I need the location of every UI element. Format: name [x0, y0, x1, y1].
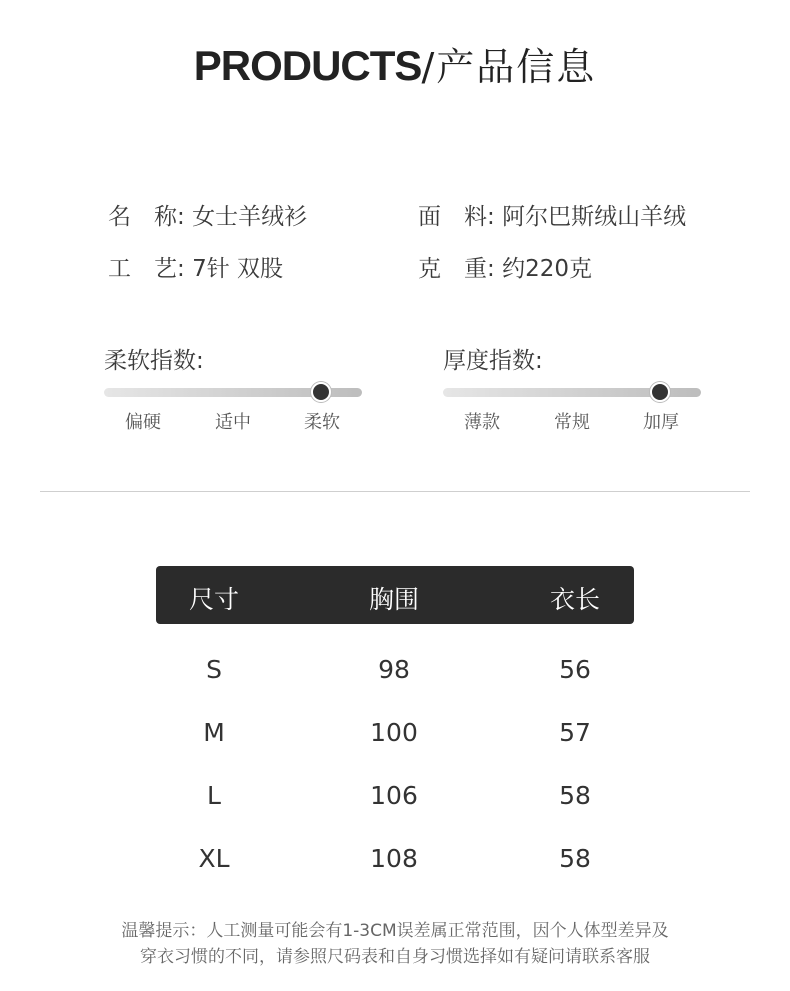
table-cell: L [207, 781, 221, 810]
spec-name-label: 名 称: [108, 204, 185, 230]
softness-tick-medium: 适中 [215, 412, 251, 433]
table-cell: 57 [559, 718, 591, 747]
spec-weight-value: 约220克 [502, 256, 592, 282]
softness-index-knob [311, 382, 331, 402]
table-cell: 108 [370, 844, 418, 873]
spec-fabric-value: 阿尔巴斯绒山羊绒 [502, 204, 687, 230]
page-title-cn: /产品信息 [421, 45, 597, 89]
thickness-tick-thin: 薄款 [464, 412, 500, 433]
page-title [0, 36, 790, 91]
spec-weight-label: 克 重: [418, 256, 495, 282]
header-chest: 胸围 [368, 585, 420, 614]
header-size: 尺寸 [188, 585, 240, 614]
size-table-header [156, 566, 634, 624]
table-cell: XL [198, 844, 230, 873]
softness-tick-hard: 偏硬 [125, 412, 161, 433]
spec-craft [108, 250, 283, 283]
thickness-tick-regular: 常规 [554, 412, 590, 433]
table-cell: 58 [559, 781, 591, 810]
spec-craft-label: 工 艺: [108, 256, 185, 282]
softness-tick-soft: 柔软 [304, 412, 340, 433]
table-cell: M [203, 718, 225, 747]
spec-name [108, 198, 307, 231]
thickness-index-label: 厚度指数: [443, 348, 543, 374]
thickness-index-knob [650, 382, 670, 402]
softness-index-label: 柔软指数: [104, 348, 204, 374]
table-cell: S [206, 655, 222, 684]
spec-craft-value: 7针 双股 [192, 256, 284, 282]
header-length: 衣长 [549, 585, 601, 614]
table-cell: 100 [370, 718, 418, 747]
table-cell: 106 [370, 781, 418, 810]
spec-weight [418, 250, 592, 283]
table-cell: 58 [559, 844, 591, 873]
note-line-1: 温馨提示：人工测量可能会有1-3CM误差属正常范围，因个人体型差异及 [121, 921, 669, 941]
table-cell: 98 [378, 655, 410, 684]
spec-name-value: 女士羊绒衫 [192, 204, 308, 230]
section-divider [40, 491, 750, 492]
spec-fabric-label: 面 料: [418, 204, 495, 230]
table-cell: 56 [559, 655, 591, 684]
page-title-en: PRODUCTS [193, 42, 422, 89]
note-line-2: 穿衣习惯的不同，请参照尺码表和自身习惯选择如有疑问请联系客服 [140, 947, 650, 967]
spec-fabric [418, 198, 686, 231]
thickness-tick-thick: 加厚 [643, 412, 679, 433]
